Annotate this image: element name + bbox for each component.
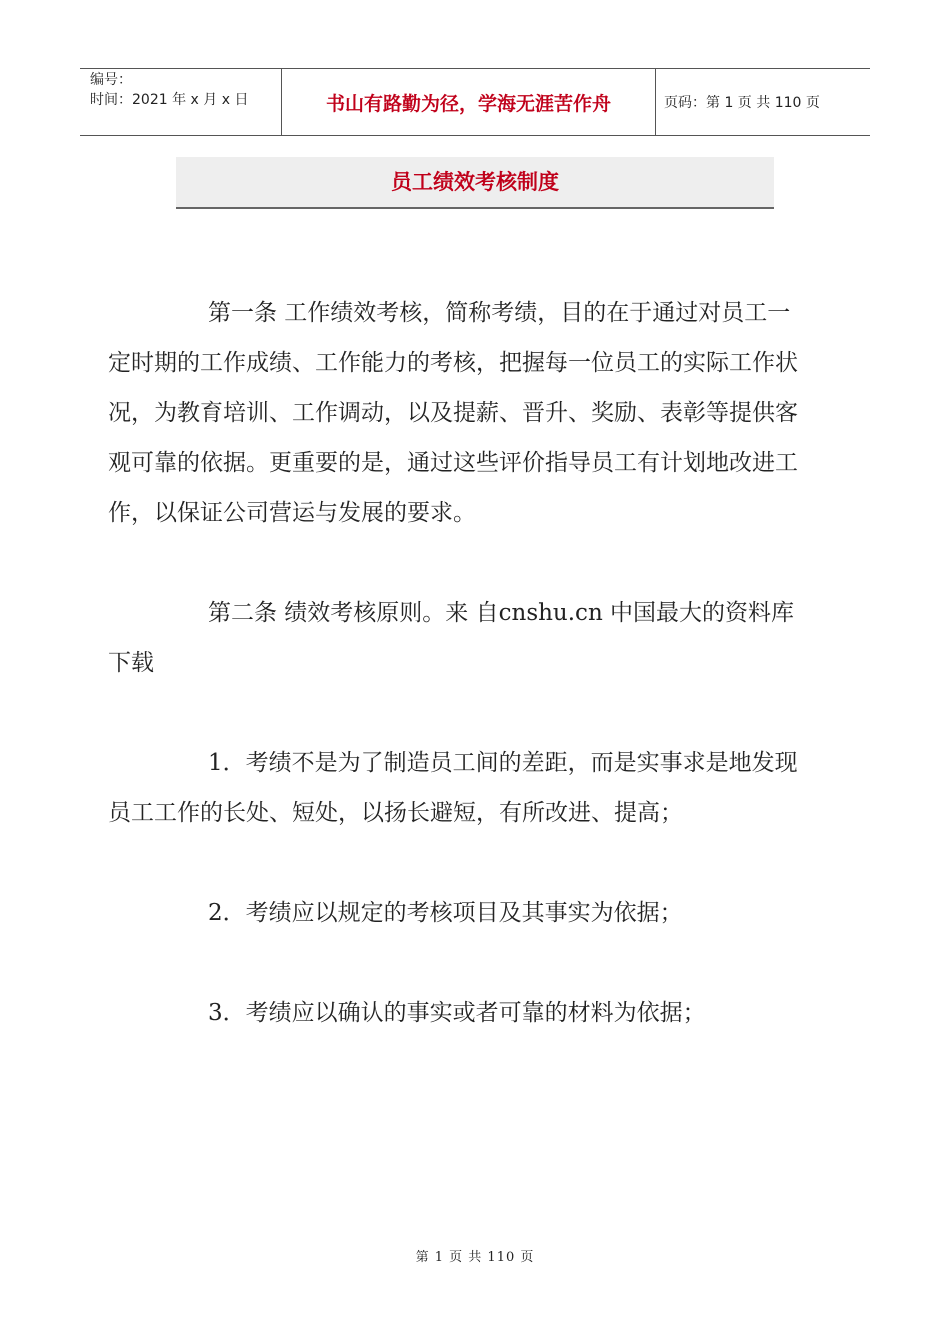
document-time-label: 时间：2021 年 x 月 x 日 xyxy=(90,92,249,108)
paragraph-principle-1: 1．考绩不是为了制造员工间的差距，而是实事求是地发现员工工作的长处、短处，以扬长避短，有所改进、提高； xyxy=(108,750,798,826)
title-band xyxy=(176,157,774,209)
header-divider-right xyxy=(655,68,656,135)
paragraph-principle-2: 2．考绩应以规定的考核项目及其事实为依据； xyxy=(208,900,683,926)
header-top-rule xyxy=(80,68,870,69)
document-number-label: 编号： xyxy=(90,72,132,88)
document-body xyxy=(108,288,808,1038)
page-footer: 第 1 页 共 110 页 xyxy=(415,1250,535,1265)
paragraph-principle-3: 3．考绩应以确认的事实或者可靠的材料为依据； xyxy=(208,1000,706,1026)
header-motto: 书山有路勤为径，学海无涯苦作舟 xyxy=(325,93,611,115)
paragraph-article-1: 第一条 工作绩效考核，简称考绩，目的在于通过对员工一定时期的工作成绩、工作能力的考核，把握每一位员工的实际工作状况，为教育培训、工作调动，以及提薪、晋升、奖励、表彰等提供客观可靠的依据。更重要的是，通过这些评价指导员工有计划地改进工作，以保证公司营运与发展的要求。 xyxy=(108,300,798,526)
document-title: 员工绩效考核制度 xyxy=(391,170,559,194)
paragraph-article-2: 第二条 绩效考核原则。来 自cnshu.cn 中国最大的资料库下载 xyxy=(108,600,795,676)
header-page-info: 页码：第 1 页 共 110 页 xyxy=(664,95,820,111)
header-bottom-rule xyxy=(80,135,870,136)
header-meta xyxy=(90,70,278,110)
